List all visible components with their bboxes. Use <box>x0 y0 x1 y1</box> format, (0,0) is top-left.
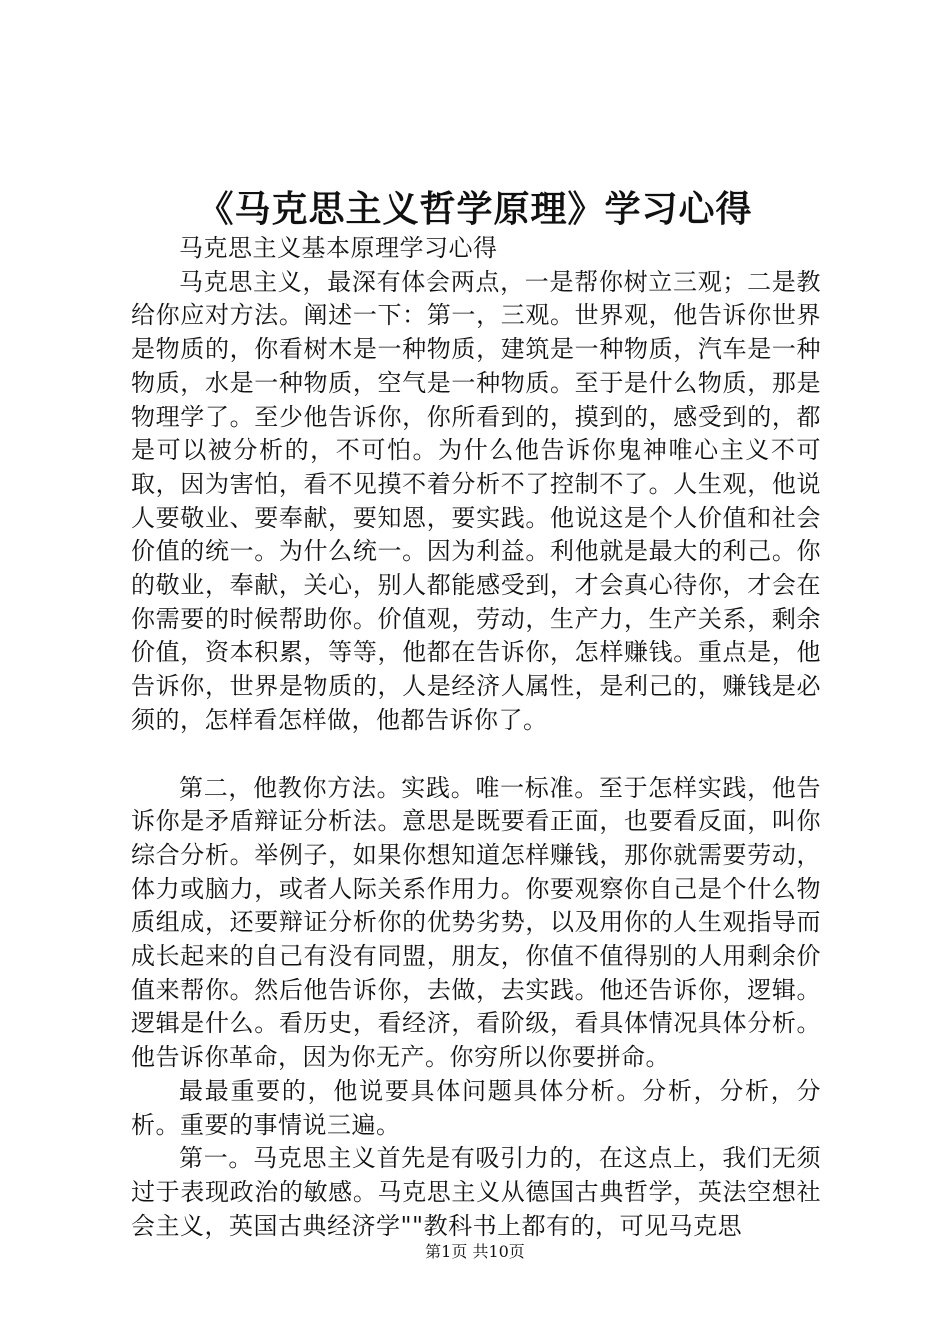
page-indicator: 第1页 共10页 <box>425 1242 525 1261</box>
document-body <box>131 232 821 1243</box>
body-paragraph-4: 第一。马克思主义首先是有吸引力的，在这点上，我们无须过于表现政治的敏感。马克思主义从德国古典哲学，英法空想社会主义，英国古典经济学""教科书上都有的，可见马克思 <box>131 1144 821 1240</box>
document-title: 《马克思主义哲学原理》学习心得 <box>197 188 753 230</box>
subtitle-paragraph: 马克思主义基本原理学习心得 <box>179 234 498 262</box>
body-paragraph-2: 第二，他教你方法。实践。唯一标准。至于怎样实践，他告诉你是矛盾辩证分析法。意思是既要看正面，也要看反面，叫你综合分析。举例子，如果你想知道怎样赚钱，那你就需要劳动，体力或脑力，或者人际关系作用力。你要观察你自己是个什么物质组成，还要辩证分析你的优势劣势，以及用你的人生观指导而成长起来的自己有没有同盟，朋友，你值不值得别的人用剩余价值来帮你。然后他告诉你，去做，去实践。他还告诉你，逻辑。逻辑是什么。看历史，看经济，看阶级，看具体情况具体分析。他告诉你革命，因为你无产。你穷所以你要拼命。 <box>131 773 821 1072</box>
body-paragraph-3: 最最重要的，他说要具体问题具体分析。分析，分析，分析。重要的事情说三遍。 <box>131 1076 821 1139</box>
body-paragraph-1: 马克思主义，最深有体会两点，一是帮你树立三观；二是教给你应对方法。阐述一下：第一，三观。世界观，他告诉你世界是物质的，你看树木是一种物质，建筑是一种物质，汽车是一种物质，水是一种物质，空气是一种物质。至于是什么物质，那是物理学了。至少他告诉你，你所看到的，摸到的，感受到的，都是可以被分析的，不可怕。为什么他告诉你鬼神唯心主义不可取，因为害怕，看不见摸不着分析不了控制不了。人生观，他说人要敬业、要奉献，要知恩，要实践。他说这是个人价值和社会价值的统一。为什么统一。因为利益。利他就是最大的利己。你的敬业，奉献，关心，别人都能感受到，才会真心待你，才会在你需要的时候帮助你。价值观，劳动，生产力，生产关系，剩余价值，资本积累，等等，他都在告诉你，怎样赚钱。重点是，他告诉你，世界是物质的，人是经济人属性，是利己的，赚钱是必须的，怎样看怎样做，他都告诉你了。 <box>131 267 821 734</box>
